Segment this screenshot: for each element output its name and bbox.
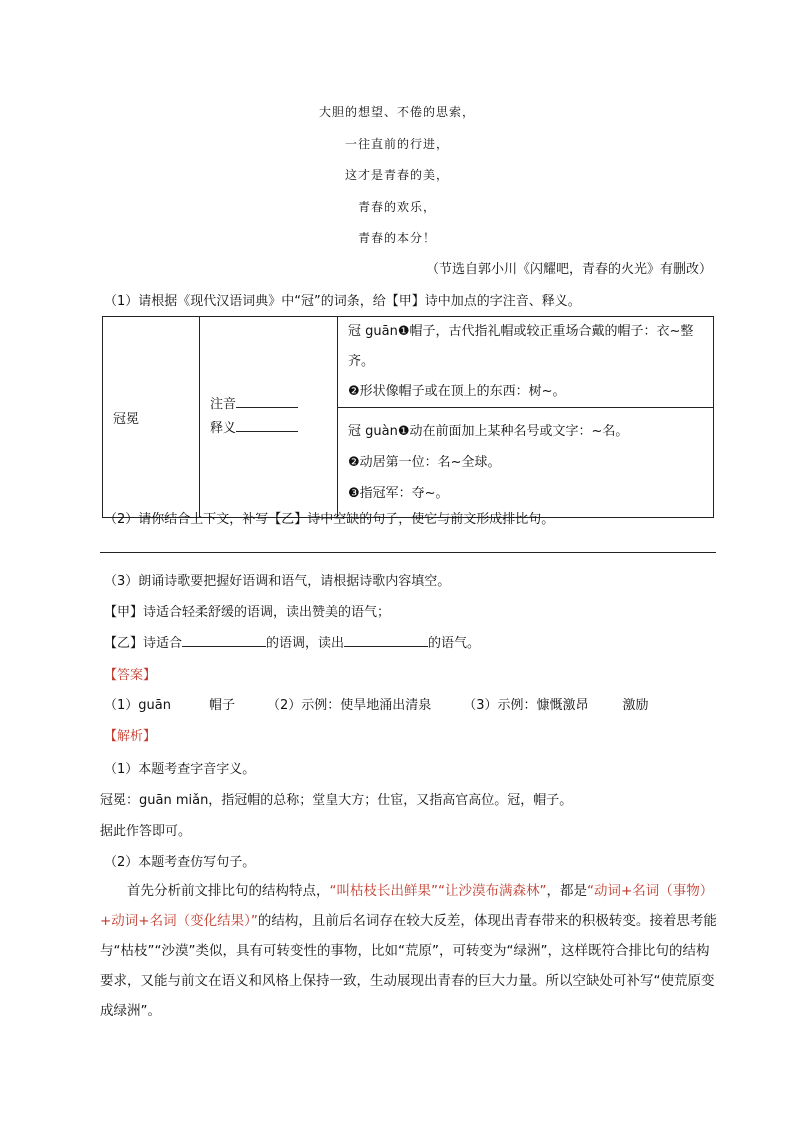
analysis-p2: 冠冕：guān miǎn，指冠帽的总称；堂皇大方；仕宦，又指高官高位。冠，帽子。 <box>100 793 573 808</box>
word-cell <box>103 317 200 518</box>
meaning-blank[interactable] <box>236 431 298 432</box>
entry-guan1-cell <box>338 317 714 408</box>
entry-guan4-sense-3: ❸指冠军：夺~。 <box>348 486 449 501</box>
poem-line-4: 青春的欢乐， <box>357 200 436 214</box>
answer-3-mood: 激励 <box>622 698 649 713</box>
analysis-p5-structure: “动词+名词（事物）+动词+名词（变化结果）” <box>100 883 714 929</box>
analysis-title: 【解析】 <box>104 729 157 744</box>
q3-mood-blank[interactable] <box>344 646 428 647</box>
word: 冠冕 <box>113 411 140 427</box>
analysis-p5-quote: “叫枯枝长出鲜果”“让沙漠布满森林” <box>329 883 547 899</box>
q3-jia: 【甲】诗适合轻柔舒缓的语调，读出赞美的语气； <box>104 605 391 620</box>
answer-1-meaning: 帽子 <box>208 698 235 713</box>
poem-line-5: 青春的本分！ <box>357 231 436 245</box>
pinyin-blank[interactable] <box>236 407 298 408</box>
entry-guan4-sense-1: 冠 guàn❶动在前面加上某种名号或文字：~名。 <box>348 424 629 439</box>
analysis-p5-b: ，都是 <box>546 883 587 899</box>
analysis-p3: 据此作答即可。 <box>100 824 192 839</box>
analysis-p5 <box>100 876 720 1026</box>
analysis-p1: （1）本题考查字音字义。 <box>104 762 256 777</box>
answer-2: （2）示例：使旱地涌出清泉 <box>266 698 432 713</box>
entry-guan4-sense-2: ❷动居第一位：名~全球。 <box>348 455 501 470</box>
q3-yi-part-2: 的语调，读出 <box>266 636 345 651</box>
analysis-p5-c: 的结构，且前后名词存在较大反差，体现出青春带来的积极转变。接着思考能与“枯枝”“沙漠”类似，具有可转变性的事物，比如“荒原”，可转变为“绿洲”，这样既符合排比句的结构要求，又能与前文在语义和风格上保持一致，生动展现出青春的巨大力量。所以空缺处可补写“使荒原变成绿洲”。 <box>100 913 717 1019</box>
poem-line-2: 一往直前的行进， <box>344 137 449 151</box>
q3-yi <box>104 632 480 651</box>
entry-guan1-sense-2: ❷形状像帽子或在顶上的东西：树~。 <box>348 384 566 399</box>
q3-prompt: （3）朗诵诗歌要把握好语调和语气，请根据诗歌内容填空。 <box>104 574 451 589</box>
q3-yi-part-1: 【乙】诗适合 <box>104 636 183 651</box>
analysis-p4: （2）本题考查仿写句子。 <box>104 855 256 870</box>
q3-yi-part-3: 的语气。 <box>428 636 481 651</box>
answer-cell <box>200 317 338 518</box>
poem-line-1: 大胆的想望、不倦的思索， <box>318 105 475 119</box>
meaning-label: 释义 <box>210 421 237 436</box>
answer-row <box>104 694 649 713</box>
q1-prompt: （1）请根据《现代汉语词典》中“冠”的词条，给【甲】诗中加点的字注音、释义。 <box>104 294 581 309</box>
poem-line-3: 这才是青春的美， <box>344 168 449 182</box>
answer-1-pinyin: （1）guān <box>104 698 171 713</box>
answer-3-tone: （3）示例：慷慨激昂 <box>463 698 589 713</box>
q3-tone-blank[interactable] <box>182 646 266 647</box>
analysis-p5-a: 首先分析前文排比句的结构特点， <box>127 883 330 899</box>
pinyin-label: 注音 <box>210 397 237 412</box>
q2-prompt: （2）请你结合上下文，补写【乙】诗中空缺的句子，使它与前文形成排比句。 <box>104 512 555 527</box>
poem-source: （节选自郭小川《闪耀吧，青春的火光》有删改） <box>425 262 712 277</box>
q2-answer-line[interactable] <box>100 552 716 553</box>
entry-guan1-sense-1: 冠 guān❶帽子，古代指礼帽或较正重场合戴的帽子：衣~整齐。 <box>348 324 694 369</box>
dictionary-table <box>102 316 714 518</box>
answer-title: 【答案】 <box>104 668 157 683</box>
entry-guan4-cell <box>338 408 714 518</box>
